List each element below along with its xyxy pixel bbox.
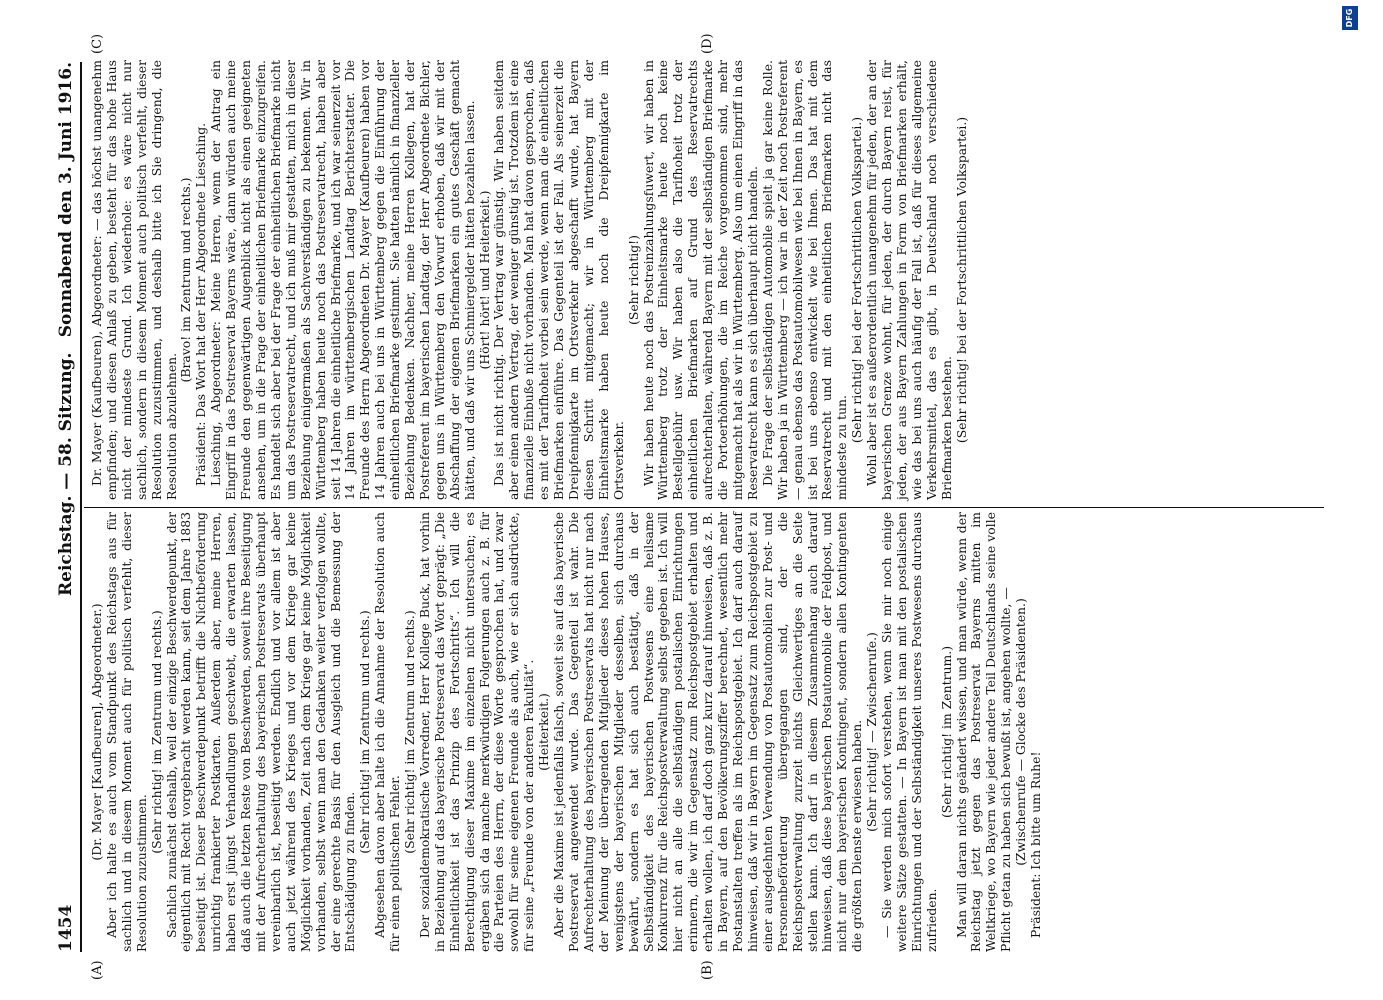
paragraph: Abgesehen davon aber halte ich die Annahme der Resolution auch für einen politischen Fehler. (372, 512, 403, 952)
paragraph: Wir haben heute noch das Postreinzahlungsfuwert, wir haben in Württemberg trotz der Einheitsmarke heute noch keine Bestellgebühr usw. Wir haben also die Tarifhoheit trotz der einheitlichen Briefmarken auf Grund des Reservatrechts aufrechterhalten, während Bayern mit der selbständigen Briefmarke die Portoerhöhungen, die im Reiche vorgenommen sind, mehr mitgemacht hat als wir in Württemberg. Also um einen Eingriff in das Reservatrecht kann es sich überhaupt nicht handeln. (640, 60, 760, 500)
paragraph: Wohl aber ist es außerordentlich unangenehm für jeden, der an der bayerischen Grenze wohnt, für jeden, der durch Bayern reist, für jeden, der aus Bayern Zahlungen in Form von Briefmarken erhält, wie das bei uns auch häufig der Fall ist, daß für dieses allgemeine Verkehrsmittel, das es gibt, in Deutschland noch verschiedene Briefmarken bestehen. (864, 60, 954, 500)
interjection: (Sehr richtig! bei der Fortschrittlichen Volkspartei.) (849, 116, 865, 444)
left-column (90, 512, 1044, 952)
paragraph: Man will daran nichts geändert wissen, und man würde, wenn der Reichstag jetzt gegen das Postreservat Bayerns mitten im Weltkriege, wo Bayern wie jeder andere Teil Deutschlands seine volle Pflicht getan zu haben sich bewußt ist, angehen wollte, — (953, 512, 1014, 952)
interjection: (Sehr richtig!) (625, 235, 641, 325)
interjection: (Hört! hört! und Heiterkeit.) (476, 190, 492, 370)
paragraph: Liesching, Abgeordneter: Meine Herren, wenn der Antrag ein Eingriff in das Postreservat Bayerns wäre, dann würden auch meine Freunde den gegenwärtigen Augenblick nicht als einen geeigneten ansehen, um in die Frage der einheitlichen Briefmarke einzugreifen. Es handelt sich aber bei der Frage der einheitlichen Briefmarke nicht um das Postreservatrecht, und ich muß mir gestatten, mich in dieser Beziehung einigermaßen als Sachverständigen zu bekennen. Wir in Württemberg haben heute noch das Postreservatrecht, haben aber seit 14 Jahren die einheitliche Briefmarke, und ich war seinerzeit vor 14 Jahren im württembergischen Landtag Berichterstatter. Die Freunde des Herrn Abgeordneten Dr. Mayer (Kaufbeuren) haben vor 14 Jahren auch bei uns in Württemberg gegen die Einführung der einheitlichen Briefmarke gestimmt. Sie hatten nämlich in finanzieller Beziehung Bedenken. Nachher, meine Herren Kollegen, hat der Postreferent im bayerischen Landtag, der Herr Abgeordnete Bichler, gegen uns in Württemberg den Vorwurf erhoben, daß wir mit der Abschaffung der eigenen Briefmarken ein gutes Geschäft gemacht hätten, und daß wir uns Schmiergelder hätten bezahlen lassen. (208, 60, 477, 500)
paragraph: Präsident: Das Wort hat der Herr Abgeordnete Liesching. (193, 122, 209, 486)
margin-marker-d: (D) (700, 33, 715, 54)
interjection: (Heiterkeit.) (536, 693, 552, 771)
paragraph: Das ist nicht richtig. Der Vertrag war günstig. Wir haben seitdem aber einen andern Vertrag, der weniger günstig ist. Trotzdem ist eine finanzielle Einbuße nicht vorhanden. Man hat davon gesprochen, daß es mit der Tarifhoheit vorbei sein werde, wenn man die einheitlichen Briefmarken einführe. Das Gegenteil ist der Fall. Als seinerzeit die Dreipfennigkarte im Ortsverkehr abgeschafft wurde, hat Bayern diesen Schritt mitgemacht; wir in Württemberg mit der Einheitsmarke haben heute noch die Dreipfennigkarte im Ortsverkehr. (491, 60, 626, 500)
session-date: Sonnabend den 3. Juni 1916. (56, 62, 76, 338)
margin-marker-c: (C) (90, 33, 105, 54)
paragraph: Aber die Maxime ist jedenfalls falsch, soweit sie auf das bayerische Postreservat angewendet wurde. Das Gegenteil ist wahr. Die Aufrechterhaltung des bayerischen Postreservats hat nicht nur nach der Meinung der überragenden Mitglieder dieses hohen Hauses, wenigstens der bayerischen Mitglieder desselben, sich durchaus bewährt, sondern es hat sich auch bestätigt, daß in der Selbständigkeit des bayerischen Postwesens eine heilsame Konkurrenz für die Reichspostverwaltung selbst gegeben ist. Ich will hier nicht an alle die selbständigen postalischen Einrichtungen erinnern, die wir im Gegensatz zum Reichspostgebiet erhalten und erhalten wollen, ich darf doch ganz kurz darauf hinweisen, daß z. B. in Bayern, auf den Bevölkerungsziffer berechnet, wesentlich mehr Postanstalten treffen als im Reichspostgebiet. Ich darf auch darauf hinweisen, daß wir in Bayern im Gegensatz zum Reichspostgebiet zu einer ausgedehnten Verwendung von Postautomobilen zur Post- und Personenbeförderung übergegangen sind, der die Reichspostverwaltung zurzeit nichts Gleichwertiges an die Seite stellen kann. Ich darf in diesem Zusammenhang auch darauf hinweisen, daß diese bayerischen Postautomobile der Feldpost, und nicht nur dem bayerischen Kontingent, sondern allen Kontingenten die größten Dienste erwiesen haben. (551, 512, 865, 952)
page-header (50, 62, 82, 952)
interjection: (Sehr richtig! im Zentrum und rechts.) (357, 610, 373, 854)
paragraph: — Sie werden mich sofort verstehen, wenn Sie mir noch einige weitere Sätze gestatten. — In Bayern ist man mit den postalischen Einrichtungen und der Selbständigkeit unseres Postwesens durchaus zufrieden. (879, 512, 939, 952)
paragraph: Aber ich halte es auch vom Standpunkt des Reichstags aus für sachlich und in diesem Moment auch für politisch verfehlt, dieser Resolution zuzustimmen. (103, 512, 149, 952)
interjection: (Sehr richtig! — Zwischenrufe.) (864, 632, 880, 832)
paragraph: Die Frage der selbständigen Automobile spielt ja gar keine Rolle. Wir haben ja in Württemberg — ich war in der Zeit noch Postreferent — genau ebenso das Postautomobilwesen wie bei Ihnen in Bayern, es ist bei uns ebenso entwickelt wie bei Ihnen. Das hat mit dem Reservatrecht und mit den einheitlichen Briefmarken nicht das mindeste zu tun. (759, 60, 850, 500)
right-column (90, 60, 969, 500)
session-title: Reichstag. — 58. Sitzung. (56, 352, 76, 596)
paragraph: Sachlich zunächst deshalb, weil der einzige Beschwerdepunkt, der eigentlich mit Recht vorgebracht werden kann, seit dem Jahre 1883 beseitigt ist. Dieser Beschwerdepunkt betrifft die Nichtbeförderung unrichtig frankierter Postkarten. Außerdem aber, meine Herren, haben erst jüngst Verhandlungen geschwebt, die erwarten lassen, daß auch die letzten Reste von Beschwerden, soweit ihre Beseitigung mit der Aufrechterhaltung des bayerischen Postreservats überhaupt vereinbarlich ist, beseitigt werden. Endlich und vor allem ist aber auch jetzt während des Krieges und vor dem Kriege gar keine Möglichkeit vorhanden, Zeit nach dem Kriege gar keine Möglichkeit vorhanden, selbst wenn man den Gedanken weiter verfolgen wollte, der eine gerechte Basis für den Ausgleich und die Bemessung der Entschädigung zu finden. (163, 512, 358, 952)
interjection: (Sehr richtig! bei der Fortschrittlichen Volkspartei.) (953, 116, 969, 444)
dfg-logo: DFG (1342, 6, 1358, 30)
interjection: (Sehr richtig! im Zentrum.) (938, 645, 954, 819)
paragraph: Der sozialdemokratische Vorredner, Herr Kollege Buck, hat vorhin in Beziehung auf das bayerische Postreservat das Wort geprägt: „Die Einheitlichkeit ist das Prinzip des Fortschritts“. Ich will die Berechtigung dieser Maxime im einzelnen nicht untersuchen; es ergäben sich da manche merkwürdigen Folgerungen auch z. B. für die Parteien des Herrn, der diese Worte gesprochen hat, und zwar sowohl für seine eigenen Freunde als auch, wie er sich ausdrückte, für seine „Freunde von der anderen Fakultät“. (416, 512, 537, 952)
interjection: (Bravo! im Zentrum und rechts.) (178, 177, 194, 383)
page-number: 1454 (56, 904, 76, 952)
interjection: (Sehr richtig! im Zentrum und rechts.) (402, 610, 418, 854)
paragraph: Präsident: Ich bitte um Ruhe! (1028, 751, 1044, 938)
speaker-line: (Dr. Mayer [Kaufbeuren], Abgeordneter.) (89, 603, 104, 861)
interjection: (Sehr richtig! im Zentrum und rechts.) (148, 610, 164, 854)
margin-marker-a: (A) (90, 960, 105, 980)
margin-marker-b: (B) (700, 960, 715, 980)
paragraph: Dr. Mayer (Kaufbeuren), Abgeordneter: — das höchst unangenehm empfinden; und diesen Anlaß zu geben, besteht für das hohe Haus nicht der mindeste Grund. Ich wiederhole: es wäre nicht nur sachlich, sondern in diesem Moment auch politisch verfehlt, dieser Resolution zuzustimmen, und deshalb bitte ich Sie dringend, die Resolution abzulehnen. (89, 60, 179, 500)
interjection: (Zwischenrufe — Glocke des Präsidenten.) (1013, 598, 1029, 866)
column-divider (84, 507, 1324, 508)
